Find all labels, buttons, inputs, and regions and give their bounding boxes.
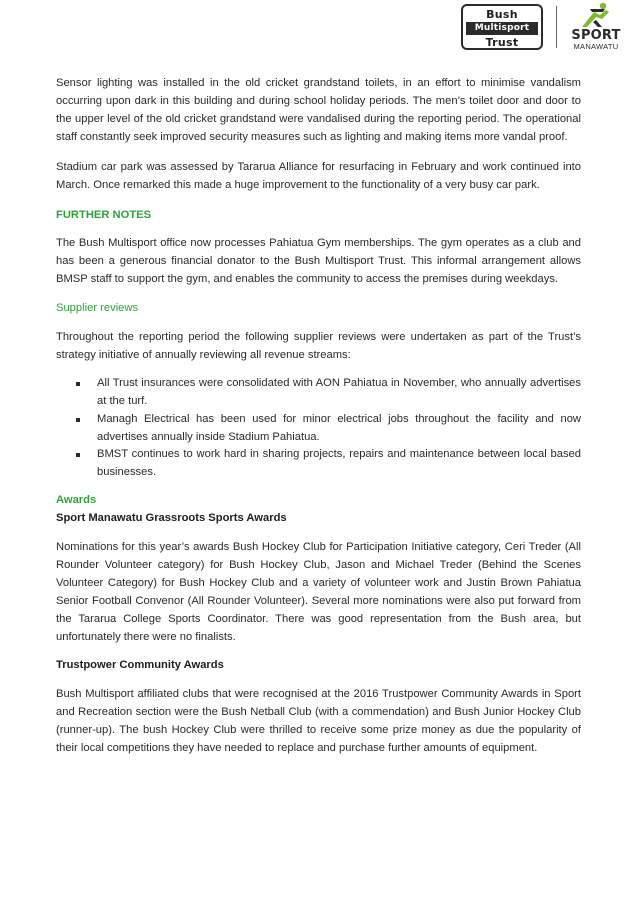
- bullet-text: BMST continues to work hard in sharing projects, repairs and maintenance between local based businesses.: [97, 448, 581, 479]
- logo-line-manawatu: MANAWATU: [573, 42, 619, 51]
- document-body: [56, 75, 581, 758]
- paragraph-sensor-lighting: Sensor lighting was installed in the old cricket grandstand toilets, in an effort to minimise vandalism occurring upon dark in this building and during school holiday periods. The men’s toilet door and door to the upper level of the old cricket grandstand were vandalised during the reporting period. The operational staff constantly seek improved security measures such as lighting and making items more vandal proof.: [56, 77, 581, 143]
- supplier-bullet-list: [56, 375, 581, 482]
- bullet-text: Managh Electrical has been used for minor electrical jobs throughout the facility and now advertises annually inside Stadium Pahiatua.: [97, 412, 581, 443]
- bullet-marker: [76, 453, 80, 457]
- section-heading-awards: Awards: [56, 494, 97, 507]
- paragraph-nominations: Nominations for this year’s awards Bush Hockey Club for Participation Initiative category, Ceri Treder (All Rounder Volunteer category) for Bush Hockey Club, Jason and Michael Treder (Behind the Scenes Volunteer Category) for Bush Hockey Club and a variety of volunteer work and Justin Brown Pahiatua Senior Football Convenor (All Rounder Volunteer). Several more nominations were also put forward from the Tararua College Sports Coordinator. There was good representation from the Bush area, but unfortunately there were no finalists.: [56, 541, 581, 643]
- paragraph-car-park: Stadium car park was assessed by Tararua Alliance for resurfacing in February and work continued into March. Once remarked this made a huge improvement to the functionality of a very busy car park.: [56, 160, 581, 191]
- logo-line-multisport: Multisport: [466, 22, 538, 35]
- list-item: [56, 411, 581, 447]
- logo-divider: [556, 6, 557, 48]
- heading-trustpower-awards: Trustpower Community Awards: [56, 659, 224, 672]
- sport-manawatu-logo: [566, 2, 626, 54]
- logo-line-bush: Bush: [486, 8, 518, 21]
- bullet-marker: [76, 382, 80, 386]
- list-item: [56, 375, 581, 411]
- list-item: [56, 446, 581, 482]
- logo-line-sport: SPORT: [571, 28, 621, 43]
- bullet-marker: [76, 418, 80, 422]
- paragraph-trustpower: Bush Multisport affiliated clubs that were recognised at the 2016 Trustpower Community Awards in Sport and Recreation section were the Bush Netball Club (with a commendation) and Bush Junior Hockey Club (runner-up). The bush Hockey Club were thrilled to receive some prize money as due the popularity of their local competitions they have needed to replace and purchase further amounts of equipment.: [56, 688, 581, 755]
- bullet-text: All Trust insurances were consolidated with AON Pahiatua in November, who annually advertises at the turf.: [97, 376, 581, 407]
- bush-multisport-trust-logo: [461, 4, 543, 50]
- section-heading-further-notes: FURTHER NOTES: [56, 209, 152, 222]
- sport-figure-icon: [576, 2, 616, 28]
- logo-line-trust: Trust: [485, 36, 519, 49]
- heading-grassroots-awards: Sport Manawatu Grassroots Sports Awards: [56, 512, 287, 525]
- section-heading-supplier-reviews: Supplier reviews: [56, 302, 139, 315]
- paragraph-gym: The Bush Multisport office now processes Pahiatua Gym memberships. The gym operates as a club and has been a generous financial donator to the Bush Multisport Trust. This informal arrangement allows BMSP staff to support the gym, and enables the community to access the premises during weekdays.: [56, 237, 581, 286]
- paragraph-supplier-intro: Throughout the reporting period the following supplier reviews were undertaken as part of the Trust’s strategy initiative of annually reviewing all revenue streams:: [56, 330, 581, 361]
